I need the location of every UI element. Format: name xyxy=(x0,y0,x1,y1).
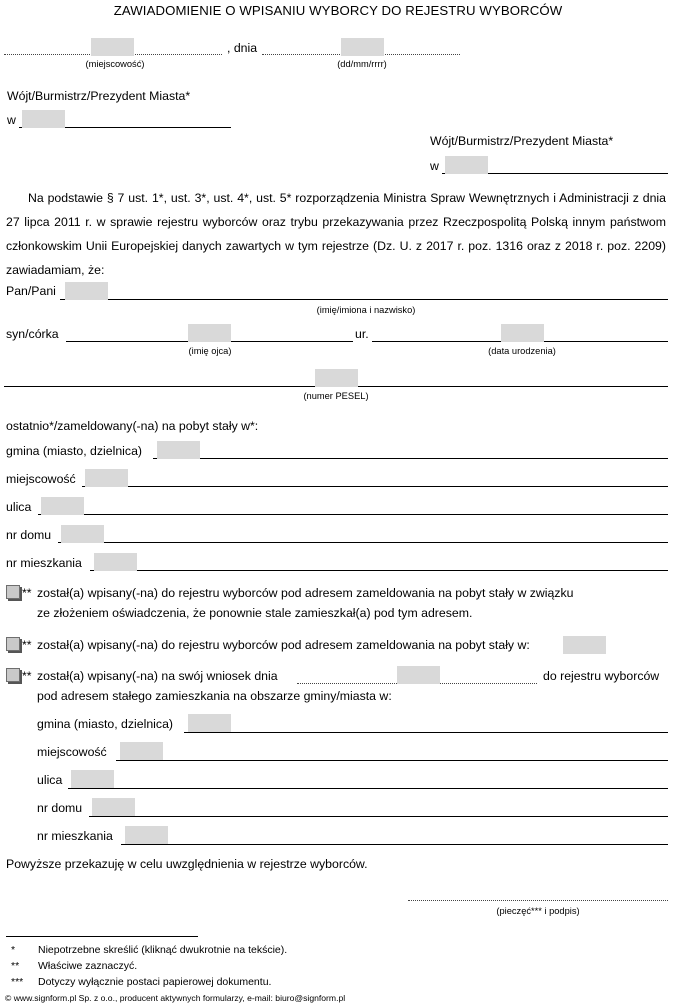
signature-caption: (pieczęć*** i podpis) xyxy=(496,906,580,916)
footnote-2-text: Właściwe zaznaczyć. xyxy=(38,960,138,972)
footnote-1-text: Niepotrzebne skreślić (kliknąć dwukrotnie na tekście). xyxy=(38,944,288,956)
address-flat-line xyxy=(90,570,668,571)
option3-marker: ** xyxy=(22,669,32,683)
footnote-3-mark: *** xyxy=(11,976,24,988)
option1-marker: ** xyxy=(22,586,32,600)
date-caption: (dd/mm/rrrr) xyxy=(337,59,387,69)
place-input[interactable] xyxy=(91,38,134,56)
address-commune-line xyxy=(153,458,668,459)
recipient-right-in-label: w xyxy=(430,159,439,173)
full-name-input[interactable] xyxy=(65,282,108,300)
option3-locality-line xyxy=(116,760,668,761)
address-flat-input[interactable] xyxy=(94,553,137,571)
pan-pani-label: Pan/Pani xyxy=(6,284,56,298)
address-commune-label: gmina (miasto, dzielnica) xyxy=(6,444,142,458)
option3-commune-input[interactable] xyxy=(188,714,231,732)
option3-commune-label: gmina (miasto, dzielnica) xyxy=(37,717,173,731)
option2-address-input[interactable] xyxy=(563,636,606,654)
option3-flat-label: nr mieszkania xyxy=(37,829,113,843)
option3-locality-input[interactable] xyxy=(120,742,163,760)
option3-date-input[interactable] xyxy=(397,666,440,684)
address-locality-label: miejscowość xyxy=(6,472,76,486)
address-locality-input[interactable] xyxy=(85,469,128,487)
recipient-left-input[interactable] xyxy=(22,110,65,128)
option3-street-line xyxy=(68,788,668,789)
recipient-left-title: Wójt/Burmistrz/Prezydent Miasta* xyxy=(7,89,191,103)
date-prefix-label: , dnia xyxy=(227,41,258,55)
footnote-separator xyxy=(6,936,198,937)
closing-text: Powyższe przekazuję w celu uwzględnienia w rejestrze wyborców. xyxy=(6,857,368,871)
address-heading: ostatnio*/zameldowany(-na) na pobyt stały w*: xyxy=(6,419,259,433)
option2-marker: ** xyxy=(22,638,32,652)
recipient-left-in-label: w xyxy=(7,113,16,127)
address-street-label: ulica xyxy=(6,500,32,514)
option3-flat-line xyxy=(121,844,668,845)
address-flat-label: nr mieszkania xyxy=(6,556,82,570)
option3-flat-input[interactable] xyxy=(125,826,168,844)
copyright-text: © www.signform.pl Sp. z o.o., producent aktywnych formularzy, e-mail: biuro@signform.pl xyxy=(5,993,346,1003)
option2-checkbox[interactable] xyxy=(6,637,20,651)
pesel-caption: (numer PESEL) xyxy=(303,391,369,401)
option3-house-line xyxy=(89,816,668,817)
option2-text: został(a) wpisany(-na) do rejestru wyborców pod adresem zameldowania na pobyt stały w: xyxy=(37,638,530,652)
father-name-caption: (imię ojca) xyxy=(188,346,232,356)
birth-date-caption: (data urodzenia) xyxy=(488,346,556,356)
legal-basis-paragraph: Na podstawie § 7 ust. 1*, ust. 3*, ust. 4*, ust. 5* rozporządzenia Ministra Spraw Wewnętrznych i Administracji z dnia 27 lipca 2011 r. w sprawie rejestru wyborców oraz trybu przekazywania przez Rzeczpospolitą Polską innym państwom członkowskim Unii Europejskiej danych zawartych w tym rejestrze (Dz. U. z 2017 r. poz. 1316 oraz z 2018 r. poz. 2209) zawiadamiam, że: xyxy=(6,191,666,277)
birth-date-input[interactable] xyxy=(501,324,544,342)
option3-street-label: ulica xyxy=(37,773,63,787)
name-caption: (imię/imiona i nazwisko) xyxy=(316,305,416,315)
address-locality-line xyxy=(82,486,668,487)
born-label: ur. xyxy=(355,327,369,341)
footnote-1-mark: * xyxy=(11,944,16,956)
option3-text-line1-end: do rejestru wyborców xyxy=(543,669,660,683)
recipient-right-input[interactable] xyxy=(445,156,488,174)
option3-text-line1: został(a) wpisany(-na) na swój wniosek dnia xyxy=(37,669,278,683)
son-daughter-label: syn/córka xyxy=(6,327,59,341)
address-commune-input[interactable] xyxy=(157,441,200,459)
father-name-input[interactable] xyxy=(188,324,231,342)
option1-checkbox[interactable] xyxy=(6,585,20,599)
address-house-label: nr domu xyxy=(6,528,52,542)
option3-locality-label: miejscowość xyxy=(37,745,107,759)
option3-house-input[interactable] xyxy=(92,798,135,816)
pesel-input[interactable] xyxy=(315,369,358,387)
address-street-input[interactable] xyxy=(41,497,84,515)
footnote-3-text: Dotyczy wyłącznie postaci papierowej dokumentu. xyxy=(38,976,272,988)
name-line xyxy=(60,299,668,300)
address-house-input[interactable] xyxy=(61,525,104,543)
option1-text-line2: ze złożeniem oświadczenia, że ponownie stale zamieszkał(a) pod tym adresem. xyxy=(37,606,473,620)
option3-checkbox[interactable] xyxy=(6,668,20,682)
option1-text-line1: został(a) wpisany(-na) do rejestru wyborców pod adresem zameldowania na pobyt stały w związku xyxy=(37,586,574,600)
signature-line xyxy=(408,900,668,901)
place-caption: (miejscowość) xyxy=(85,59,145,69)
recipient-right-title: Wójt/Burmistrz/Prezydent Miasta* xyxy=(430,134,614,148)
address-street-line xyxy=(38,514,668,515)
option3-commune-line xyxy=(184,732,668,733)
option3-street-input[interactable] xyxy=(71,770,114,788)
address-house-line xyxy=(58,542,668,543)
footnote-2-mark: ** xyxy=(11,960,20,972)
document-title: ZAWIADOMIENIE O WPISANIU WYBORCY DO REJESTRU WYBORCÓW xyxy=(113,3,563,18)
option3-text-line2: pod adresem stałego zamieszkania na obszarze gminy/miasta w: xyxy=(37,689,392,703)
option3-house-label: nr domu xyxy=(37,801,83,815)
date-input[interactable] xyxy=(341,38,384,56)
